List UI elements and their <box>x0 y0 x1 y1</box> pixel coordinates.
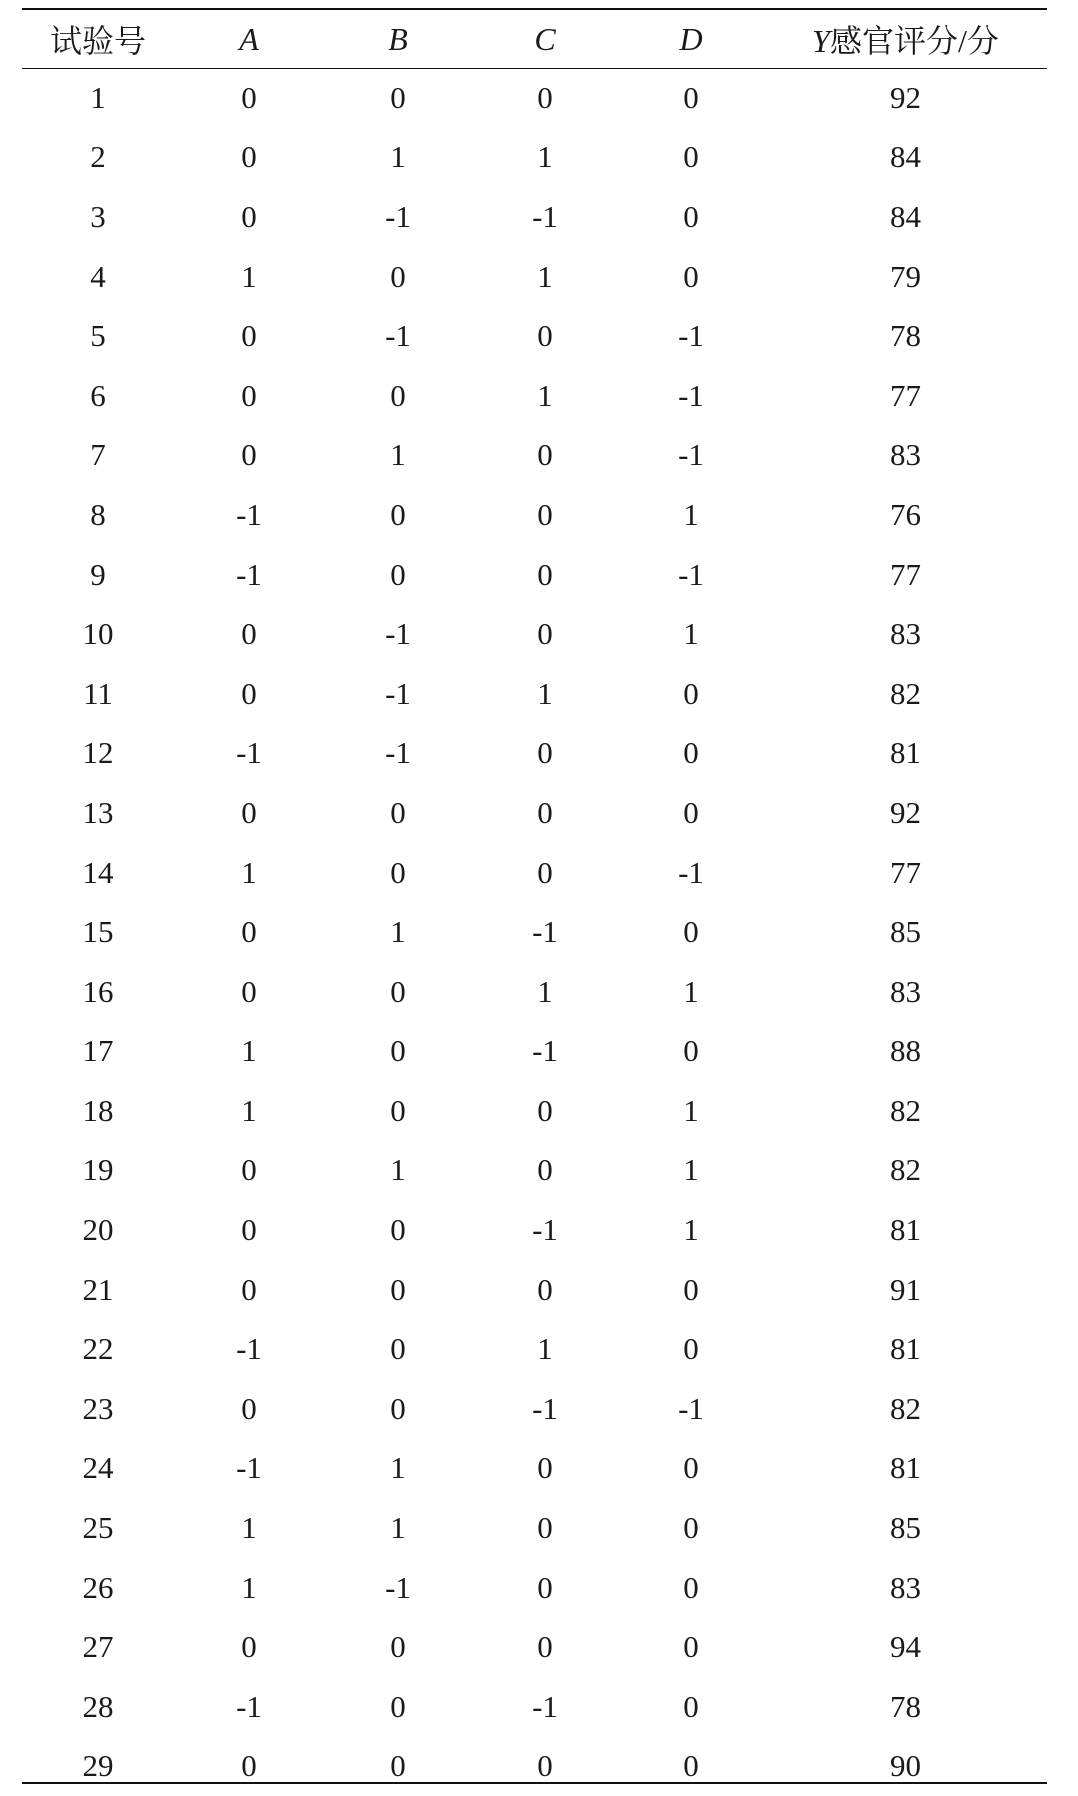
cell-factor-b: 1 <box>390 1152 406 1188</box>
cell-factor-a: 0 <box>241 139 257 175</box>
cell-factor-d: 0 <box>683 258 699 294</box>
table-row <box>22 187 1047 247</box>
cell-run-number: 15 <box>82 914 114 950</box>
cell-sensory-score: 81 <box>890 1450 921 1486</box>
cell-sensory-score: 81 <box>890 1331 921 1367</box>
cell-factor-b: 0 <box>390 1092 406 1128</box>
cell-factor-c: 1 <box>537 377 553 413</box>
cell-factor-b: 1 <box>390 914 406 950</box>
cell-factor-c: 0 <box>537 1569 553 1605</box>
cell-run-number: 23 <box>82 1390 114 1426</box>
cell-factor-b: 0 <box>390 556 406 592</box>
cell-factor-a: 0 <box>241 973 257 1009</box>
cell-factor-d: 1 <box>683 1092 699 1128</box>
cell-factor-d: -1 <box>678 437 704 473</box>
cell-run-number: 14 <box>82 854 114 890</box>
cell-factor-d: -1 <box>678 1390 704 1426</box>
cell-factor-a: 0 <box>241 1748 257 1784</box>
cell-factor-a: -1 <box>236 556 262 592</box>
table-row <box>22 783 1047 843</box>
cell-factor-a: 0 <box>241 318 257 354</box>
cell-factor-d: 1 <box>683 496 699 532</box>
cell-sensory-score: 77 <box>890 854 921 890</box>
cell-factor-d: 0 <box>683 1629 699 1665</box>
cell-factor-a: 0 <box>241 1152 257 1188</box>
cell-sensory-score: 79 <box>890 258 921 294</box>
cell-run-number: 4 <box>90 258 106 294</box>
cell-factor-c: 0 <box>537 735 553 771</box>
cell-sensory-score: 92 <box>890 794 921 830</box>
cell-factor-c: -1 <box>532 1212 558 1248</box>
cell-run-number: 2 <box>90 139 106 175</box>
cell-factor-a: 0 <box>241 377 257 413</box>
cell-factor-c: 0 <box>537 1510 553 1546</box>
cell-run-number: 7 <box>90 437 106 473</box>
cell-factor-d: 0 <box>683 1331 699 1367</box>
cell-factor-a: 1 <box>241 1510 257 1546</box>
cell-factor-c: 0 <box>537 1271 553 1307</box>
table-row <box>22 306 1047 366</box>
cell-factor-b: 1 <box>390 139 406 175</box>
cell-factor-a: 0 <box>241 914 257 950</box>
cell-run-number: 27 <box>82 1629 114 1665</box>
cell-sensory-score: 78 <box>890 1688 921 1724</box>
cell-factor-a: -1 <box>236 1450 262 1486</box>
table-row <box>22 1200 1047 1260</box>
cell-factor-c: 1 <box>537 675 553 711</box>
header-y-label: 感官评分/分 <box>829 23 999 59</box>
cell-factor-c: 0 <box>537 616 553 652</box>
table-row <box>22 902 1047 962</box>
cell-factor-b: -1 <box>385 198 411 234</box>
cell-factor-d: -1 <box>678 556 704 592</box>
cell-factor-a: 1 <box>241 258 257 294</box>
cell-sensory-score: 81 <box>890 735 921 771</box>
cell-run-number: 1 <box>90 79 106 115</box>
table-row <box>22 1319 1047 1379</box>
cell-factor-c: 1 <box>537 139 553 175</box>
cell-sensory-score: 91 <box>890 1271 921 1307</box>
cell-run-number: 3 <box>90 198 106 234</box>
cell-run-number: 24 <box>82 1450 114 1486</box>
cell-factor-c: -1 <box>532 914 558 950</box>
table-row <box>22 1141 1047 1201</box>
table-row <box>22 247 1047 307</box>
cell-factor-c: 0 <box>537 556 553 592</box>
cell-factor-d: -1 <box>678 377 704 413</box>
header-row <box>22 10 1047 68</box>
cell-sensory-score: 81 <box>890 1212 921 1248</box>
cell-factor-b: 1 <box>390 1510 406 1546</box>
cell-run-number: 9 <box>90 556 106 592</box>
cell-factor-d: 0 <box>683 794 699 830</box>
table-row <box>22 545 1047 605</box>
cell-factor-c: -1 <box>532 198 558 234</box>
table-body <box>22 68 1047 1796</box>
cell-factor-b: 0 <box>390 1748 406 1784</box>
cell-factor-a: 0 <box>241 437 257 473</box>
cell-factor-b: 1 <box>390 437 406 473</box>
cell-run-number: 6 <box>90 377 106 413</box>
cell-factor-a: 1 <box>241 1033 257 1069</box>
cell-factor-c: 0 <box>537 79 553 115</box>
cell-factor-d: 1 <box>683 973 699 1009</box>
cell-factor-b: 0 <box>390 854 406 890</box>
cell-factor-c: 0 <box>537 437 553 473</box>
cell-factor-b: -1 <box>385 1569 411 1605</box>
cell-factor-d: 0 <box>683 1688 699 1724</box>
cell-factor-a: -1 <box>236 735 262 771</box>
table-row <box>22 1558 1047 1618</box>
cell-run-number: 20 <box>82 1212 114 1248</box>
header-factor-b: B <box>388 20 408 57</box>
cell-run-number: 8 <box>90 496 106 532</box>
table-row <box>22 843 1047 903</box>
cell-factor-c: -1 <box>532 1688 558 1724</box>
cell-sensory-score: 82 <box>890 1152 921 1188</box>
cell-factor-c: 0 <box>537 1748 553 1784</box>
header-factor-d: D <box>679 20 703 57</box>
cell-run-number: 29 <box>82 1748 114 1784</box>
cell-factor-b: -1 <box>385 616 411 652</box>
table-row <box>22 724 1047 784</box>
cell-sensory-score: 83 <box>890 973 921 1009</box>
cell-factor-b: 0 <box>390 377 406 413</box>
cell-factor-d: 0 <box>683 1748 699 1784</box>
cell-run-number: 25 <box>82 1510 114 1546</box>
cell-factor-a: 1 <box>241 854 257 890</box>
table-row <box>22 1081 1047 1141</box>
cell-sensory-score: 78 <box>890 318 921 354</box>
table-row <box>22 1737 1047 1796</box>
cell-run-number: 16 <box>82 973 114 1009</box>
cell-run-number: 10 <box>82 616 114 652</box>
cell-factor-a: 0 <box>241 675 257 711</box>
cell-factor-d: 0 <box>683 79 699 115</box>
cell-factor-c: 1 <box>537 258 553 294</box>
cell-factor-d: 0 <box>683 1033 699 1069</box>
cell-factor-d: 0 <box>683 198 699 234</box>
cell-factor-a: 0 <box>241 1212 257 1248</box>
cell-factor-d: -1 <box>678 854 704 890</box>
cell-run-number: 17 <box>82 1033 114 1069</box>
cell-run-number: 22 <box>82 1331 114 1367</box>
table-row <box>22 1022 1047 1082</box>
cell-factor-a: -1 <box>236 496 262 532</box>
cell-factor-d: 0 <box>683 735 699 771</box>
table-row <box>22 1260 1047 1320</box>
table-row <box>22 962 1047 1022</box>
experiment-design-table <box>22 10 1047 1796</box>
header-factor-a: A <box>239 20 259 57</box>
cell-run-number: 19 <box>82 1152 114 1188</box>
cell-run-number: 21 <box>82 1271 114 1307</box>
cell-sensory-score: 82 <box>890 675 921 711</box>
cell-factor-d: -1 <box>678 318 704 354</box>
table-row <box>22 128 1047 188</box>
cell-factor-c: 0 <box>537 854 553 890</box>
cell-sensory-score: 85 <box>890 1510 921 1546</box>
cell-factor-b: 0 <box>390 79 406 115</box>
cell-factor-b: -1 <box>385 318 411 354</box>
cell-factor-b: 0 <box>390 1212 406 1248</box>
table-row <box>22 426 1047 486</box>
cell-factor-c: 1 <box>537 1331 553 1367</box>
header-factor-c: C <box>534 20 556 57</box>
cell-sensory-score: 77 <box>890 377 921 413</box>
table-row <box>22 1439 1047 1499</box>
cell-sensory-score: 84 <box>890 198 921 234</box>
cell-factor-d: 0 <box>683 1569 699 1605</box>
cell-factor-b: 0 <box>390 258 406 294</box>
cell-factor-a: 0 <box>241 794 257 830</box>
header-y-symbol: Y <box>812 23 830 59</box>
cell-factor-b: 0 <box>390 1331 406 1367</box>
cell-factor-d: 1 <box>683 1212 699 1248</box>
cell-factor-d: 1 <box>683 1152 699 1188</box>
cell-sensory-score: 83 <box>890 437 921 473</box>
cell-run-number: 18 <box>82 1092 114 1128</box>
cell-factor-c: 0 <box>537 1629 553 1665</box>
cell-factor-a: 0 <box>241 79 257 115</box>
cell-factor-d: 0 <box>683 1510 699 1546</box>
cell-factor-c: 0 <box>537 318 553 354</box>
table-row <box>22 1677 1047 1737</box>
table-row <box>22 1617 1047 1677</box>
cell-factor-b: 0 <box>390 1688 406 1724</box>
cell-factor-d: 0 <box>683 1271 699 1307</box>
cell-sensory-score: 92 <box>890 79 921 115</box>
cell-factor-c: 1 <box>537 973 553 1009</box>
cell-factor-b: -1 <box>385 735 411 771</box>
cell-sensory-score: 82 <box>890 1390 921 1426</box>
cell-factor-a: -1 <box>236 1331 262 1367</box>
cell-factor-a: 1 <box>241 1569 257 1605</box>
cell-sensory-score: 90 <box>890 1748 921 1784</box>
cell-sensory-score: 77 <box>890 556 921 592</box>
cell-sensory-score: 88 <box>890 1033 921 1069</box>
cell-factor-b: -1 <box>385 675 411 711</box>
cell-factor-c: 0 <box>537 1152 553 1188</box>
cell-factor-b: 0 <box>390 973 406 1009</box>
cell-factor-c: 0 <box>537 1450 553 1486</box>
cell-run-number: 12 <box>82 735 114 771</box>
table-row <box>22 1498 1047 1558</box>
cell-factor-b: 0 <box>390 1390 406 1426</box>
cell-factor-d: 0 <box>683 675 699 711</box>
cell-factor-b: 0 <box>390 1271 406 1307</box>
cell-sensory-score: 83 <box>890 616 921 652</box>
table-row <box>22 485 1047 545</box>
cell-factor-b: 0 <box>390 794 406 830</box>
cell-sensory-score: 82 <box>890 1092 921 1128</box>
cell-factor-a: 0 <box>241 1271 257 1307</box>
cell-sensory-score: 94 <box>890 1629 921 1665</box>
cell-run-number: 5 <box>90 318 106 354</box>
cell-factor-b: 0 <box>390 1033 406 1069</box>
cell-factor-d: 1 <box>683 616 699 652</box>
cell-sensory-score: 83 <box>890 1569 921 1605</box>
cell-factor-a: 0 <box>241 198 257 234</box>
cell-run-number: 11 <box>83 675 113 711</box>
cell-run-number: 26 <box>82 1569 114 1605</box>
cell-factor-c: -1 <box>532 1033 558 1069</box>
cell-factor-c: -1 <box>532 1390 558 1426</box>
header-sensory-score <box>764 10 1047 68</box>
header-run-number: 试验号 <box>49 23 146 59</box>
cell-factor-a: 0 <box>241 616 257 652</box>
table-row <box>22 366 1047 426</box>
cell-factor-c: 0 <box>537 794 553 830</box>
cell-factor-a: 0 <box>241 1629 257 1665</box>
table-row <box>22 604 1047 664</box>
cell-factor-b: 0 <box>390 1629 406 1665</box>
cell-factor-a: 1 <box>241 1092 257 1128</box>
cell-sensory-score: 84 <box>890 139 921 175</box>
table-row <box>22 68 1047 128</box>
table-row <box>22 1379 1047 1439</box>
cell-factor-c: 0 <box>537 1092 553 1128</box>
cell-factor-d: 0 <box>683 1450 699 1486</box>
cell-run-number: 28 <box>82 1688 114 1724</box>
cell-run-number: 13 <box>82 794 114 830</box>
cell-factor-c: 0 <box>537 496 553 532</box>
table-row <box>22 664 1047 724</box>
cell-factor-b: 0 <box>390 496 406 532</box>
cell-factor-d: 0 <box>683 914 699 950</box>
cell-sensory-score: 76 <box>890 496 921 532</box>
cell-sensory-score: 85 <box>890 914 921 950</box>
cell-factor-a: 0 <box>241 1390 257 1426</box>
cell-factor-b: 1 <box>390 1450 406 1486</box>
cell-factor-a: -1 <box>236 1688 262 1724</box>
cell-factor-d: 0 <box>683 139 699 175</box>
